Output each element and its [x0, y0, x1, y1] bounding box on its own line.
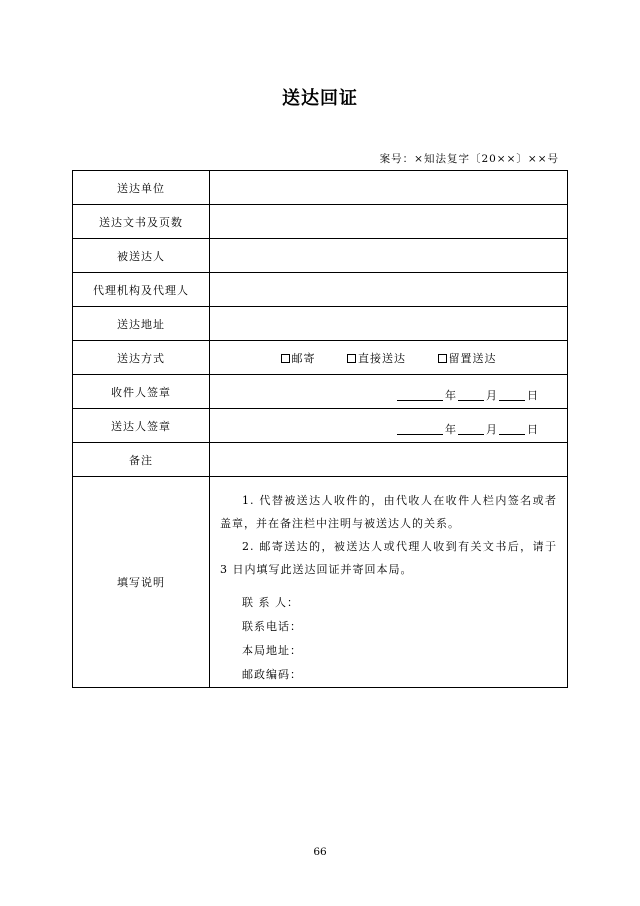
- row-doc-pages: [73, 205, 568, 239]
- method-option-mail[interactable]: [281, 350, 316, 366]
- instructions-text: [210, 477, 567, 687]
- server-date: [397, 421, 540, 437]
- field-recipient[interactable]: [210, 239, 568, 273]
- label-receiver-sign: 收件人签章: [73, 375, 210, 409]
- method-option-lien[interactable]: [438, 350, 497, 366]
- contact-phone: 联系电话：: [242, 620, 302, 633]
- row-server-sign: [73, 409, 568, 443]
- label-server-sign: 送达人签章: [73, 409, 210, 443]
- label-unit: 送达单位: [73, 171, 210, 205]
- field-method: [210, 341, 568, 375]
- checkbox-lien[interactable]: [438, 354, 447, 363]
- receiver-day-blank[interactable]: [499, 389, 525, 401]
- label-doc-pages: 送达文书及页数: [73, 205, 210, 239]
- server-year-label: 年: [445, 423, 456, 436]
- row-receiver-sign: [73, 375, 568, 409]
- method-label-lien: 留置送达: [448, 351, 497, 365]
- server-month-blank[interactable]: [458, 423, 484, 435]
- receiver-day-label: 日: [527, 389, 538, 402]
- label-method: 送达方式: [73, 341, 210, 375]
- row-method: [73, 341, 568, 375]
- field-server-sign[interactable]: [210, 409, 568, 443]
- receiver-date: [397, 387, 540, 403]
- receiver-year-label: 年: [445, 389, 456, 402]
- label-address: 送达地址: [73, 307, 210, 341]
- contact-info: [220, 591, 557, 687]
- case-number: 案号：×知法复字〔20××〕××号: [379, 153, 559, 165]
- server-day-label: 日: [527, 423, 538, 436]
- checkbox-mail[interactable]: [281, 354, 290, 363]
- row-recipient: [73, 239, 568, 273]
- label-instructions: 填写说明: [73, 477, 210, 688]
- row-address: [73, 307, 568, 341]
- document-title: 送达回证: [282, 88, 358, 109]
- row-agent: [73, 273, 568, 307]
- field-remarks[interactable]: [210, 443, 568, 477]
- bureau-address: 本局地址：: [242, 644, 302, 657]
- receiver-year-blank[interactable]: [397, 389, 443, 401]
- page-number: 66: [313, 846, 327, 858]
- instructions-cell: [210, 477, 568, 688]
- server-day-blank[interactable]: [499, 423, 525, 435]
- instruction-2: 2. 邮寄送达的，被送达人或代理人收到有关文书后，请于 3 日内填写此送达回证并寄回本局。: [220, 540, 557, 576]
- method-label-direct: 直接送达: [358, 351, 406, 365]
- row-unit: [73, 171, 568, 205]
- server-year-blank[interactable]: [397, 423, 443, 435]
- postcode: 邮政编码：: [242, 668, 302, 681]
- method-label-mail: 邮寄: [291, 351, 316, 365]
- service-receipt-form: [72, 170, 568, 688]
- method-option-direct[interactable]: [347, 350, 406, 366]
- server-month-label: 月: [486, 423, 497, 436]
- checkbox-direct[interactable]: [347, 354, 356, 363]
- field-address[interactable]: [210, 307, 568, 341]
- instruction-1: 1. 代替被送达人收件的，由代收人在收件人栏内签名或者盖章，并在备注栏中注明与被送达人的关系。: [220, 494, 557, 530]
- label-remarks: 备注: [73, 443, 210, 477]
- contact-person: 联 系 人：: [242, 596, 299, 609]
- receiver-month-blank[interactable]: [458, 389, 484, 401]
- field-receiver-sign[interactable]: [210, 375, 568, 409]
- row-instructions: [73, 477, 568, 688]
- row-remarks: [73, 443, 568, 477]
- field-unit[interactable]: [210, 171, 568, 205]
- field-agent[interactable]: [210, 273, 568, 307]
- receiver-month-label: 月: [486, 389, 497, 402]
- label-recipient: 被送达人: [73, 239, 210, 273]
- field-doc-pages[interactable]: [210, 205, 568, 239]
- label-agent: 代理机构及代理人: [73, 273, 210, 307]
